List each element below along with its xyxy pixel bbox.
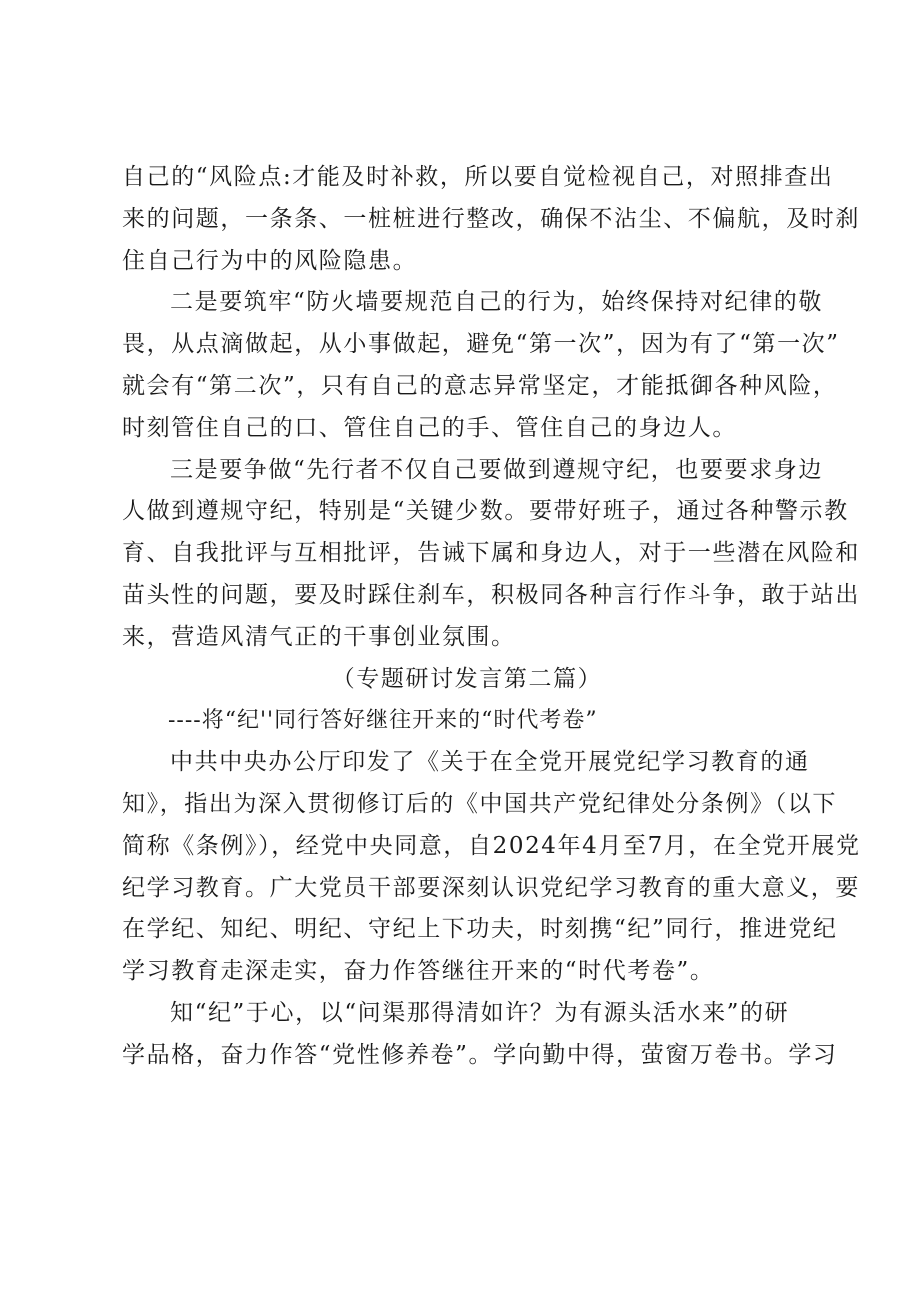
text-line: 畏，从点滴做起，从小事做起，避免“第一次”，因为有了“第一次” <box>122 331 840 358</box>
text-line: 学品格，奋力作答“党性修养卷”。学向勤中得，萤窗万卷书。学习 <box>122 1041 838 1068</box>
text-line: 在学纪、知纪、明纪、守纪上下功夫，时刻携“纪”同行，推进党纪 <box>122 916 838 943</box>
paragraph <box>122 450 860 659</box>
paragraph <box>122 157 860 282</box>
text-line: 自己的“风险点:才能及时补救，所以要自觉检视自己，对照排查出 <box>122 164 834 190</box>
document-page <box>122 157 861 1077</box>
text-line: 来的问题，一条条、一桩桩进行整改，确保不沾尘、不偏航，及时刹 <box>122 205 860 232</box>
text-line: 二是要筑牢“防火墙要规范自己的行为，始终保持对纪律的敬 <box>170 289 823 316</box>
text-line: 来，营造风清气正的干事创业氛围。 <box>122 623 516 650</box>
paragraph <box>122 742 861 993</box>
text-line: 学习教育走深走实，奋力作答继往开来的“时代考卷”。 <box>122 958 715 985</box>
text-line: 纪学习教育。广大党员干部要深刻认识党纪学习教育的重大意义，要 <box>122 874 860 901</box>
paragraph <box>122 282 840 449</box>
text-line: 三是要争做“先行者不仅自己要做到遵规守纪，也要要求身边 <box>170 456 823 483</box>
text-line: 时刻管住自己的口、管住自己的手、管住自己的身边人。 <box>122 414 737 441</box>
text-line: 中共中央办公厅印发了《关于在全党开展党纪学习教育的通 <box>170 749 810 776</box>
section-heading: （专题研讨发言第二篇） <box>331 665 603 692</box>
text-line: 苗头性的问题，要及时踩住刹车，积极同各种言行作斗争，敢于站出 <box>122 581 860 608</box>
text-line: 住自己行为中的风险隐患。 <box>122 247 418 274</box>
text-line: 知“纪”于心，以“问渠那得清如许？为有源头活水来”的研 <box>170 999 790 1026</box>
paragraph <box>122 993 838 1077</box>
text-line: 知》，指出为深入贯彻修订后的《中国共产党纪律处分条例》（以下 <box>122 790 837 817</box>
section-subtitle: ----将“纪''同行答好继往开来的“时代考卷” <box>168 708 598 734</box>
text-line: 就会有“第二次”，只有自己的意志异常坚定，才能抵御各种风险， <box>122 372 838 399</box>
text-line: 育、自我批评与互相批评，告诫下属和身边人，对于一些潜在风险和 <box>122 540 860 567</box>
text-line: 简称《条例》），经党中央同意，自2024年4月至7月，在全党开展党 <box>122 832 861 859</box>
text-line: 人做到遵规守纪，特别是“关键少数。要带好班子，通过各种警示教 <box>122 498 849 525</box>
